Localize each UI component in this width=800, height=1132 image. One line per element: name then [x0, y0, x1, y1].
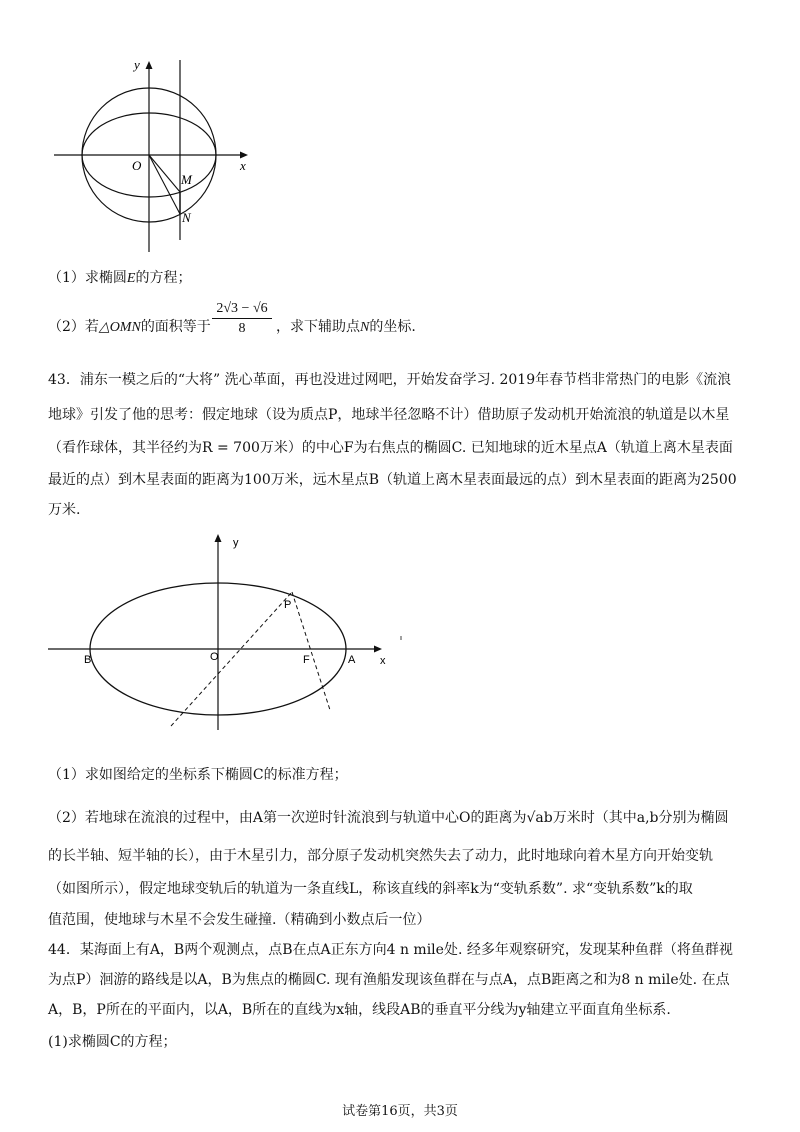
fig1-label-o: O — [132, 158, 142, 173]
q42-part1 — [48, 268, 191, 289]
q43-part1: （1）求如图给定的坐标系下椭圆C的标准方程； — [48, 767, 348, 783]
fig1-segment-on — [149, 155, 180, 214]
fig1-segment-om — [149, 155, 180, 192]
q43-line-5: 万米. — [48, 502, 81, 518]
q44-part1: (1)求椭圆C的方程； — [48, 1034, 177, 1050]
fig2-x-arrow — [374, 646, 382, 653]
q42-part2-end — [276, 317, 416, 338]
fig1-label-x: x — [240, 158, 246, 173]
fig1-label-n: N — [182, 210, 191, 225]
q42-p2-triangle: △OMN — [98, 320, 141, 335]
q42-p1-end: 的方程； — [135, 270, 192, 286]
q43-line-1: 43．浦东一模之后的“大将” 洗心革面，再也没进过网吧，开始发奋学习. 2019年春节档非常热门的电影《流浪 — [48, 372, 732, 388]
q43-part2-line-3: （如图所示），假定地球变轨后的轨道为一条直线L，称该直线的斜率k为“变轨系数”. 求“变轨系数”k的取 — [48, 881, 693, 897]
figure-circle-ellipse — [48, 52, 260, 258]
fig2-dashed-line-op — [171, 592, 292, 726]
q42-p2-end: ，求下辅助点 — [276, 319, 360, 335]
q42-p1-var: E — [126, 271, 136, 286]
q44-line-2: 为点P）洄游的路线是以A，B为焦点的椭圆C. 现有渔船发现该鱼群在与点A，点B距离之和为8 n mile处. 在点 — [48, 972, 730, 988]
q42-fraction-denominator: 8 — [238, 321, 246, 336]
figure-orbit-ellipse — [46, 530, 406, 740]
q42-area-fraction — [212, 301, 272, 337]
q43-part2-line-1: （2）若地球在流浪的过程中，由A第一次逆时针流浪到与轨道中心O的距离为√ab万米时（其中a,b分别为椭圆 — [48, 810, 729, 826]
q43-line-4: 最近的点）到木星表面的距离为100万米，远木星点B（轨道上离木星表面最远的点）到木星表面的距离为2500 — [48, 472, 737, 488]
q42-p1-text: （1）求椭圆 — [48, 270, 127, 286]
q42-fraction-numerator: 2√3 − √6 — [212, 301, 272, 319]
fig2-label-a: A — [348, 654, 356, 666]
q42-p2-mid: 的面积等于 — [140, 319, 211, 335]
fig2-label-o: O — [210, 651, 219, 663]
q42-p2-start: （2）若 — [48, 319, 99, 335]
q43-line-2: 地球》引发了他的思考：假定地球（设为质点P，地球半径忽略不计）借助原子发动机开始流浪的轨道是以木星 — [48, 407, 730, 423]
q42-part2 — [48, 317, 211, 338]
fig2-label-y: y — [233, 537, 239, 549]
fig2-y-arrow — [215, 534, 222, 542]
fig2-label-x: x — [380, 655, 386, 667]
q43-line-3: （看作球体，其半径约为R = 700万米）的中心F为右焦点的椭圆C. 已知地球的近木星点A（轨道上离木星表面 — [48, 440, 733, 456]
q42-p2-var: N — [360, 320, 370, 335]
q43-part2-line-4: 值范围，使地球与木星不会发生碰撞.（精确到小数点后一位） — [48, 912, 431, 928]
fig2-label-p: P — [284, 599, 292, 611]
fig1-y-arrow — [146, 61, 153, 69]
fig1-label-m: M — [181, 172, 192, 187]
q43-part2-line-2: 的长半轴、短半轴的长），由于木星引力，部分原子发动机突然失去了动力，此时地球向着木星方向开始变轨 — [48, 848, 713, 864]
q42-p2-tail: 的坐标. — [369, 319, 416, 335]
fig1-label-y: y — [134, 57, 140, 72]
fig2-label-b: B — [84, 654, 92, 666]
fig2-label-f: F — [303, 654, 310, 666]
fig2-dashed-line-pf — [292, 592, 330, 710]
q44-line-1: 44．某海面上有A，B两个观测点，点B在点A正东方向4 n mile处. 经多年观察研究，发现某种鱼群（将鱼群视 — [48, 942, 733, 958]
q44-line-3: A，B，P所在的平面内，以A，B所在的直线为x轴，线段AB的垂直平分线为y轴建立平面直角坐标系. — [48, 1002, 671, 1018]
page-footer: 试卷第16页，共3页 — [342, 1104, 458, 1119]
